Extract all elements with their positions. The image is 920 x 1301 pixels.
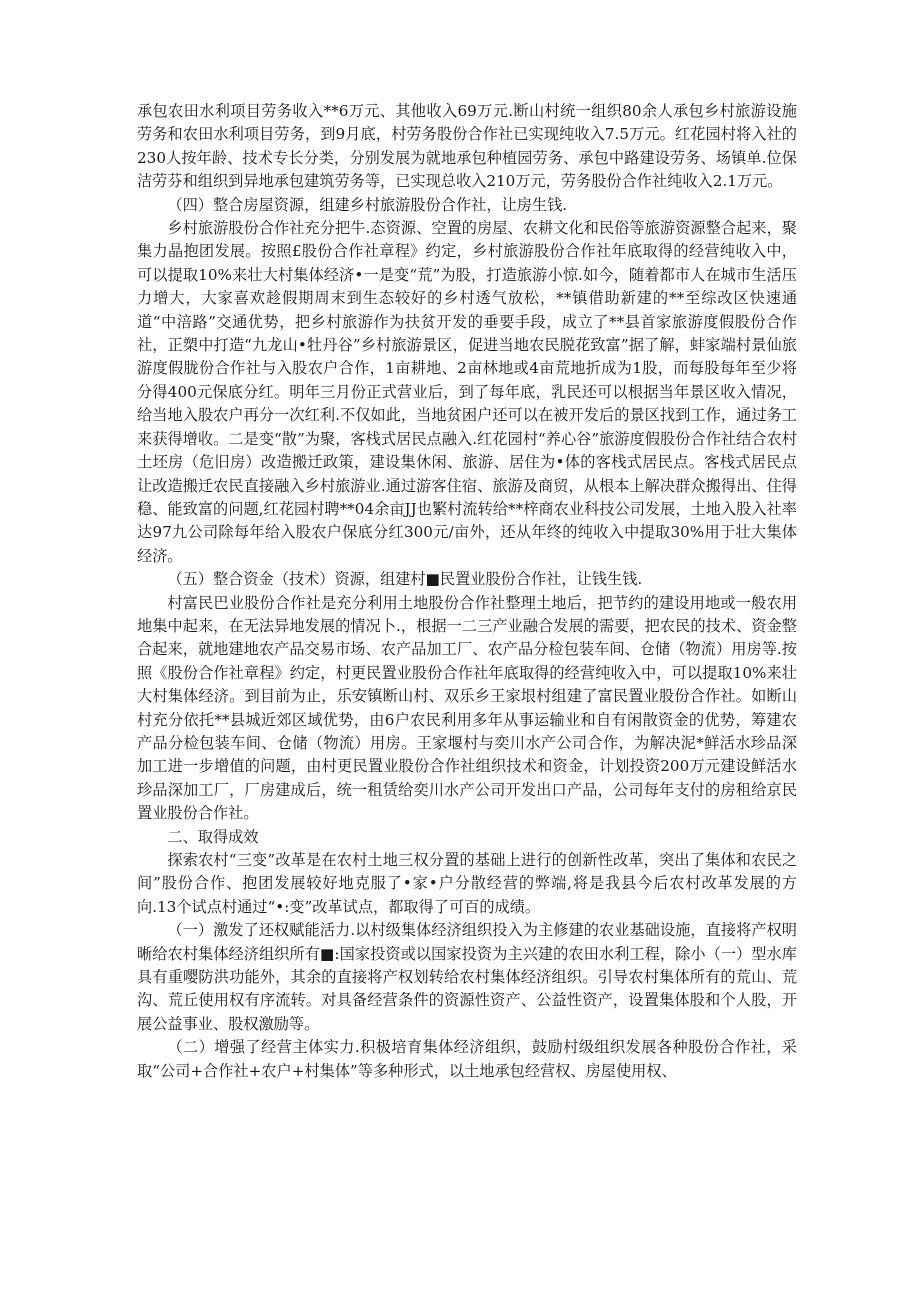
paragraph-three-changes: 探索农村“三变”改革是在农村土地三权分置的基础上进行的创新性改革，突出了集体和农民之间”股份合作、抱团发展较好地克服了•家•户分散经营的弊端,将是我县今后农村改革发展的方向.13个试点村通过“•:变”改革试点，都取得了可百的成绩。 [137, 851, 797, 916]
paragraph-labor-income: 承包农田水利项目劳务收入**6万元、其他收入69万元.断山村统一组织80余人承包乡村旅游设施劳务和农田水利项目劳务，到9月底，村劳务股份合作社已实现纯收入7.5万元。红花园村将入社的230人按年龄、技术专长分类，分别发展为就地承包种植园劳务、承包中路建设劳务、场镇单.位保洁劳芬和组织到异地承包建筑劳务等，已实现总收入210万元，劳务股份合作社纯收入2.1万元。 [137, 102, 797, 191]
paragraph-property-coop: 村富民巴业股份合作社是充分利用土地股份合作社整理土地后，把节约的建设用地或一般农用地集中起来，在无法异地发展的情况卜.，根据一二三产业融合发展的需要，把农民的技术、资金整合起来，就地建地农产品交易市场、农产品加工厂、农产品分检包装车间、仓储（物流）用房等.按照《股份合作社章程》约定，村更民置业股份合作社年底取得的经营纯收入中，可以提取10%来壮大村集体经济。到目前为止，乐安镇断山村、双乐乡王家垠村组建了富民置业股份合作社。如断山村充分依托**县城近郊区域优势，由6户农民利用多年从事运输业和自有闲散资金的优势，筹建农产品分检包装车间、仓储（物流）用房。王家堰村与奕川水产公司合作，为解决泥*鲜活水珍品深加工进一步增值的问题，由村更民置业股份合作社组织技术和资金，计划投资200万元建设鲜活水珍品深加工厂，厂房建成后，统一租赁给奕川水产公司开发出口产品，公司每年支付的房租给京民置业股份合作社。 [137, 593, 797, 823]
paragraph-empowerment: （一）激发了还权赋能活力.以村级集体经济组织投入为主修建的农业基础设施，直接将产权明晰给农村集体经济组织所有■:国家投资或以国家投资为主兴建的农田水利工程，除小（一）型水库具有重嘤防洪功能外，其余的直接将产权划转给农村集体经济组织。引导农村集体所有的荒山、荒沟、荒丘使用权有序流转。对具备经营条件的资源性资产、公益性资产，设置集体股和个人股，开展公益事业、股权激励等。 [137, 921, 797, 1033]
section-heading-results: 二、取得成效 [167, 827, 259, 846]
document-page [137, 100, 797, 1083]
section-heading-housing: （四）整合房屋资源，组建乡村旅游股份合作社，让房生钱. [167, 195, 568, 214]
section-heading-funds: （五）整合资金（技术）资源，组建村■民置业股份合作社，让钱生钱. [167, 570, 643, 589]
paragraph-rural-tourism: 乡村旅游股份合作社充分把牛.态资源、空置的房屋、农耕文化和民俗等旅游资源整合起来，聚集力晶抱团发展。按照£股份合作社章程》约定，乡村旅游股份合作社年底取得的经营纯收入中，可以提取10%来壮大村集体经济•一是变“荒”为股，打造旅游小惊.如今，随着都市人在城市生活压力增大，大家喜欢趁假期周末到生态较好的乡村透气放松，**镇借助新建的**至综改区快速通道“中涪路”交通优势，把乡村旅游作为扶贫开发的垂要手段，成立了**县首家旅游度假股份合作社，正槊中打造“九龙山•牡丹谷”乡村旅游景区，促进当地农民脱花致富”据了解，蚌家端村景仙旅游度假胧份合作社与入股农户合作，1亩耕地、2亩林地或4亩荒地折成为1股，而每股每年至少将分得400元保底分红。明年三月份正式营业后，到了每年底，乳民还可以根据当年景区收入情况，给当地入股农户再分一次红利.不仅如此，当地贫困户还可以在被开发后的景区找到工作，通过务工来获得增收。二是变“散”为聚，客栈式居民点融入.红花园村“养心谷”旅游度假股份合作社结合农村土坯房（危旧房）改造搬迁政策，建设集休闲、旅游、居住为•体的客栈式居民点。客栈式居民点让改造搬迁农民直接融入乡村旅游业.通过游客住宿、旅游及商贸，从根本上解决群众搬得出、住得稳、能致富的问题,红花园村聘**04余亩JJ也繁村流转给**梓商农业科技公司发展，土地入股入社率达97九公司除每年给入股农户保底分红300元/亩外，还从年终的纯收入中提取30%用于壮大集体经济。 [137, 219, 797, 565]
paragraph-operating-entities: （二）增强了经营主体实力.积极培育集体经济组织，鼓励村级组织发展各种股份合作社，采取“公司+合作社+农户+村集体”等多种形式，以土地承包经营权、房屋使用权、 [137, 1038, 797, 1080]
